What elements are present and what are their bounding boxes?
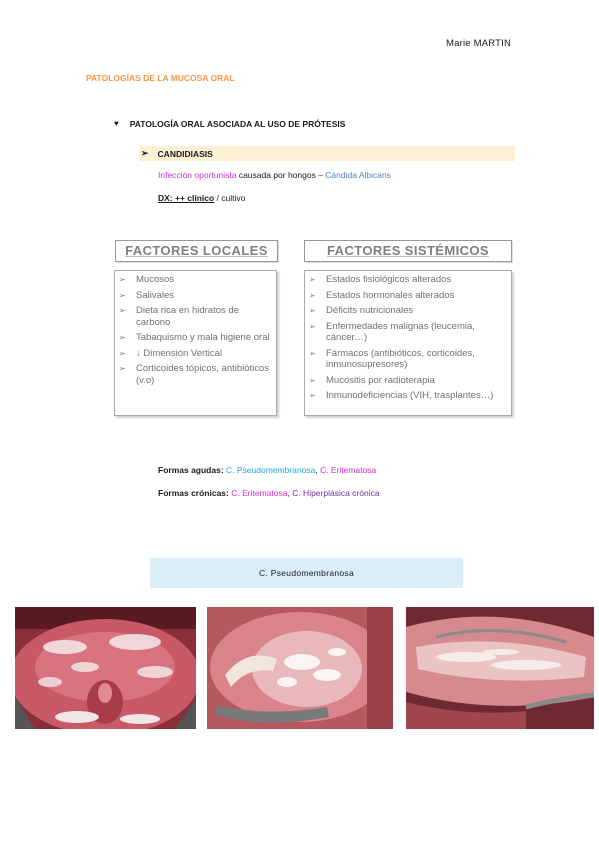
arrow-bullet-icon: ➢ (309, 375, 316, 385)
factores-sistemicos-title (304, 240, 512, 262)
arrow-bullet-icon: ➢ (309, 306, 316, 315)
arrow-bullet-icon: ➢ (119, 275, 126, 284)
caption-text: C. Pseudomembranosa (259, 568, 354, 578)
dx-rest: / cultivo (214, 193, 246, 203)
factor-local-item-text: ↓ Dimensión Vertical (136, 347, 223, 359)
factor-sistemico-item-text: Mucositis por radioterapia (326, 374, 435, 386)
author-name: Marie MARTIN (446, 38, 512, 49)
arrow-bullet-icon: ➢ (309, 348, 316, 358)
formas-cronicas-label: Formas crónicas: (158, 488, 232, 498)
candidiasis-heading-text: CANDIDIASIS (157, 148, 213, 159)
clinical-photo-tongue (406, 607, 594, 729)
main-bullet-text: PATOLOGÍA ORAL ASOCIADA AL USO DE PRÓTESIS (129, 119, 346, 129)
main-bullet (114, 119, 345, 129)
factores-locales-box (114, 270, 277, 416)
factor-local-item (119, 274, 271, 286)
factor-local-item (119, 305, 271, 328)
arrow-bullet-icon: ➢ (119, 306, 126, 315)
formas-agudas-label: Formas agudas: (158, 465, 227, 475)
factor-sistemico-item-text: Estados hormonales alterados (326, 289, 455, 301)
infection-term: Infección oportunista (158, 170, 237, 180)
factor-sistemico-item (309, 390, 506, 402)
factor-local-item-text: Corticoides tópicos, antibióticos (v.o) (136, 363, 270, 386)
factores-locales-list (119, 274, 271, 386)
factor-sistemico-item-text: Fármacos (antibióticos, corticoides, inmunosupresores) (326, 347, 475, 370)
factor-local-item-text: Salivales (136, 289, 175, 301)
arrow-bullet-icon: ➢ (309, 290, 316, 300)
factor-sistemico-item (309, 375, 506, 387)
factor-sistemico-item-text: Enfermedades malignas (leucemia, cáncer…) (326, 320, 475, 343)
factor-sistemico-item-text: Inmunodeficiencias (VIH, trasplantes…) (326, 390, 494, 401)
factores-sistemicos-title-text: FACTORES SISTÉMICOS (327, 243, 489, 258)
formas-cronicas-item-2: C. Hiperplásica crónica (292, 488, 380, 498)
heart-bullet-icon: ♥ (114, 119, 119, 128)
formas-cronicas-line (158, 488, 380, 498)
factor-sistemico-item (309, 290, 506, 302)
factor-sistemico-item (309, 274, 506, 286)
arrow-bullet-icon: ➢ (141, 148, 149, 158)
factores-locales-title-text: FACTORES LOCALES (125, 243, 268, 258)
formas-cronicas-item-1: C. Eritematosa (231, 488, 288, 498)
factor-local-item (119, 348, 271, 360)
formas-agudas-item-2: C. Eritematosa (320, 465, 377, 475)
formas-agudas-line (158, 465, 376, 475)
infection-cause: causada por hongos – (236, 170, 326, 180)
factores-locales-title (115, 240, 278, 262)
infection-line (158, 170, 391, 180)
dx-label: DX: ++ clínico (158, 193, 215, 203)
factores-sistemicos-box (304, 270, 512, 416)
factor-local-item-text: Dieta rica en hidratos de carbono (136, 305, 239, 328)
factor-sistemico-item-text: Estados fisiológicos alterados (326, 274, 452, 285)
section-title: PATOLOGÍAS DE LA MUCOSA ORAL (86, 73, 235, 83)
candidiasis-heading (139, 146, 515, 161)
separator: , (287, 488, 293, 498)
arrow-bullet-icon: ➢ (119, 348, 126, 358)
arrow-bullet-icon: ➢ (119, 364, 126, 373)
factor-local-item (119, 363, 271, 386)
arrow-bullet-icon: ➢ (309, 391, 316, 400)
dx-line (158, 193, 245, 203)
pathogen-name: Cándida Albicans (325, 170, 391, 180)
caption-box (150, 558, 463, 588)
arrow-bullet-icon: ➢ (119, 333, 126, 342)
factor-local-item (119, 290, 271, 302)
factores-sistemicos-list (309, 274, 506, 402)
factor-sistemico-item-text: Déficits nutricionales (326, 305, 414, 316)
factor-sistemico-item (309, 321, 506, 344)
arrow-bullet-icon: ➢ (309, 275, 316, 284)
clinical-photo-palate (15, 607, 196, 729)
factor-local-item-text: Tabaquismo y mala higiene oral (136, 332, 270, 343)
factor-sistemico-item (309, 348, 506, 371)
clinical-photo-buccal (207, 607, 393, 729)
factor-local-item (119, 332, 271, 344)
factor-sistemico-item (309, 305, 506, 317)
arrow-bullet-icon: ➢ (119, 290, 126, 300)
factor-local-item-text: Mucosos (136, 274, 175, 285)
separator: , (315, 465, 321, 475)
formas-agudas-item-1: C. Pseudomembranosa (226, 465, 316, 475)
arrow-bullet-icon: ➢ (309, 321, 316, 331)
